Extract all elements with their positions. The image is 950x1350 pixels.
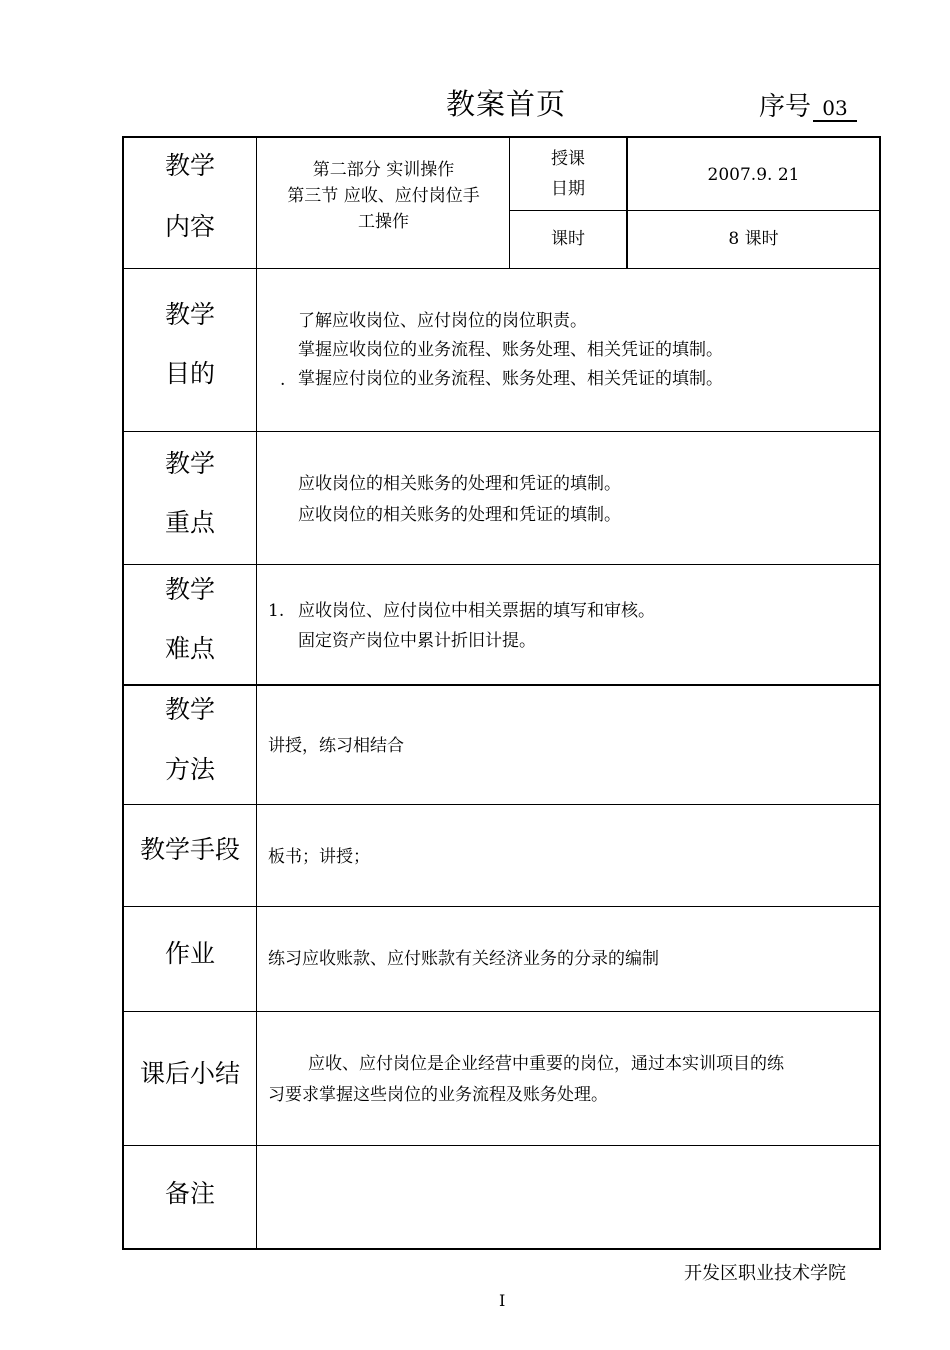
methods-text: 讲授，练习相结合: [268, 736, 404, 756]
key-points-label-line1: 教学: [164, 449, 215, 478]
objectives-text: [298, 307, 868, 394]
date-label: [510, 144, 626, 204]
objectives-label-line1: 教学: [164, 300, 215, 329]
date-value: 2007.9. 21: [707, 165, 800, 185]
date-hours-divider: [509, 210, 880, 211]
table-border-right: [879, 136, 881, 1250]
row-divider: [122, 1145, 881, 1146]
difficulties-label-line2: 难点: [164, 634, 215, 663]
row-divider: [122, 906, 881, 907]
row-divider: [122, 684, 881, 686]
objective-item: 掌握应收岗位的业务流程、账务处理、相关凭证的填制。: [298, 340, 723, 360]
objective-bullet: .: [280, 370, 286, 390]
hours-value: 8 课时: [728, 229, 779, 249]
difficulty-item: 固定资产岗位中累计折旧计提。: [298, 631, 536, 651]
remarks-label: 备注: [164, 1179, 215, 1208]
summary-line: 应收、应付岗位是企业经营中重要的岗位，通过本实训项目的练: [308, 1054, 784, 1074]
summary-text: [268, 1049, 872, 1111]
methods-label-line2: 方法: [164, 755, 215, 784]
difficulty-item: 应收岗位、应付岗位中相关票据的填写和审核。: [298, 601, 655, 621]
objective-item: 了解应收岗位、应付岗位的岗位职责。: [298, 311, 587, 331]
content-line: 第二部分 实训操作: [312, 160, 455, 180]
serial-label: 序号: [759, 92, 812, 122]
content-line: 第三节 应收、应付岗位手: [287, 186, 480, 206]
key-point-item: 应收岗位的相关账务的处理和凭证的填制。: [298, 505, 621, 525]
difficulties-label-line1: 教学: [164, 575, 215, 604]
methods-label-line1: 教学: [164, 695, 215, 724]
difficulties-text: [298, 596, 868, 656]
means-label: 教学手段: [139, 835, 240, 864]
key-points-text: [298, 469, 868, 531]
page-number: I: [499, 1291, 506, 1310]
date-label-line1: 授课: [551, 149, 585, 169]
row-divider: [122, 804, 881, 805]
summary-label: 课后小结: [139, 1059, 240, 1088]
key-point-item: 应收岗位的相关账务的处理和凭证的填制。: [298, 474, 621, 494]
homework-text: 练习应收账款、应付账款有关经济业务的分录的编制: [268, 949, 659, 969]
objective-item: 掌握应付岗位的业务流程、账务处理、相关凭证的填制。: [298, 369, 723, 389]
content-label-line2: 内容: [164, 212, 215, 241]
row-divider: [122, 268, 881, 269]
homework-label: 作业: [164, 939, 215, 968]
objectives-label-line2: 目的: [164, 359, 215, 388]
hours-label: 课时: [551, 229, 585, 249]
means-text: 板书；讲授；: [268, 847, 370, 867]
table-border-bottom: [122, 1248, 881, 1250]
table-border-top: [122, 136, 881, 138]
date-label-line2: 日期: [551, 179, 585, 199]
page-title: 教案首页: [446, 87, 567, 121]
row-divider: [122, 1011, 881, 1012]
summary-line: 习要求掌握这些岗位的业务流程及账务处理。: [268, 1085, 608, 1105]
content-label-line1: 教学: [164, 151, 215, 180]
difficulty-number: 1.: [268, 601, 285, 621]
row-divider: [122, 431, 881, 432]
footer-school: 开发区职业技术学院: [684, 1263, 846, 1284]
content-line: 工操作: [358, 212, 409, 232]
key-points-label-line2: 重点: [164, 508, 215, 537]
label-column-divider: [256, 136, 257, 1250]
content-text: [258, 157, 509, 235]
row-divider: [122, 564, 881, 565]
serial-number: 03: [813, 96, 857, 122]
